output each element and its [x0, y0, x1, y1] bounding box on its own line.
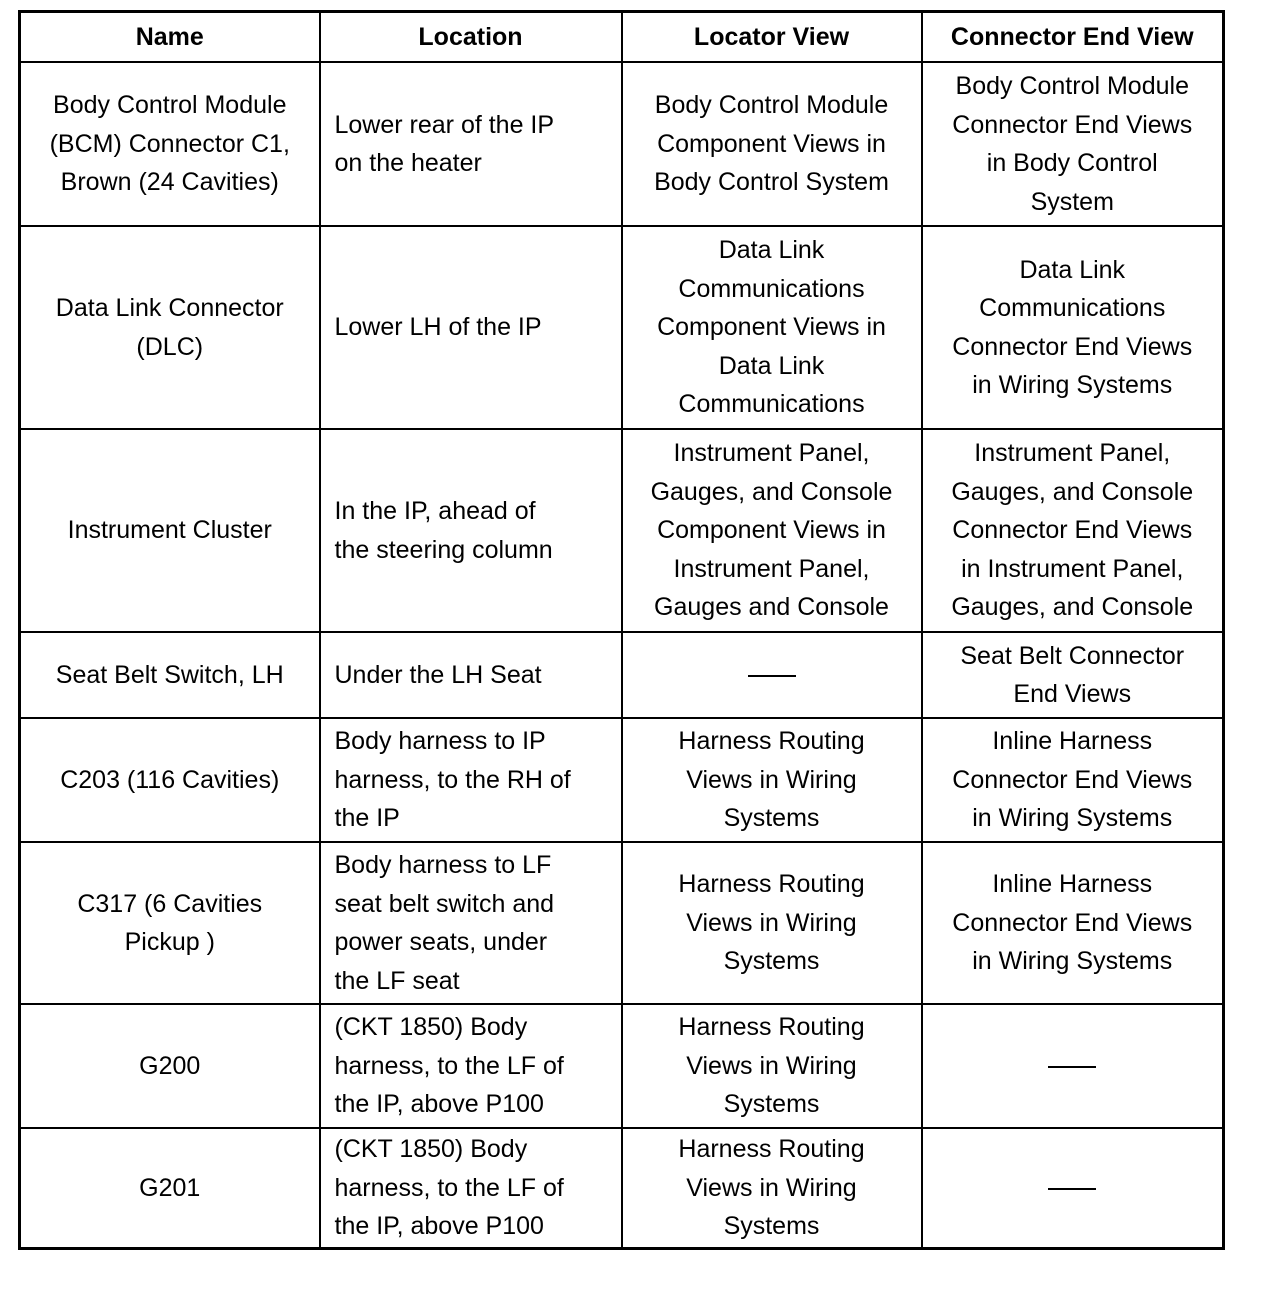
cell-text: Lower rear of the IP on the heater: [334, 110, 555, 177]
cell-text: C317 (6 Cavities Pickup ): [77, 889, 263, 956]
header-locator-view: Locator View: [622, 12, 922, 63]
cell-text: Data Link Communications Connector End Views in Wiring Systems: [952, 255, 1193, 399]
cell-name: [20, 1128, 320, 1249]
cell-text: Lower LH of the IP: [334, 313, 542, 342]
cell-text: Body Control Module (BCM) Connector C1, Brown (24 Cavities): [49, 91, 290, 197]
empty-dash: [1048, 1188, 1096, 1190]
cell-name: [20, 632, 320, 718]
cell-text: Body Control Module Connector End Views in Body Control System: [952, 72, 1193, 216]
empty-dash: [748, 675, 796, 677]
cell-locator-view: [622, 632, 922, 718]
component-locator-table: [18, 10, 1225, 1250]
cell-text: G201: [139, 1173, 201, 1202]
cell-location: [320, 62, 622, 226]
cell-locator-view: [622, 429, 922, 632]
cell-location: [320, 429, 622, 632]
cell-location: [320, 718, 622, 842]
table-container: [18, 10, 1222, 1250]
cell-connector-end-view: [922, 842, 1224, 1004]
cell-text: Inline Harness Connector End Views in Wiring Systems: [952, 870, 1193, 976]
cell-locator-view: [622, 226, 922, 429]
cell-text: Instrument Panel, Gauges, and Console Component Views in Instrument Panel, Gauges and Console: [650, 439, 893, 622]
cell-name: [20, 429, 320, 632]
cell-text: In the IP, ahead of the steering column: [334, 497, 553, 564]
cell-location: [320, 842, 622, 1004]
cell-text: Inline Harness Connector End Views in Wiring Systems: [952, 727, 1193, 833]
cell-text: Harness Routing Views in Wiring Systems: [678, 727, 865, 833]
cell-text: Instrument Cluster: [67, 516, 272, 545]
cell-text: C203 (116 Cavities): [60, 765, 280, 794]
cell-name: [20, 226, 320, 429]
table-row: [20, 1128, 1224, 1249]
cell-text: Body harness to LF seat belt switch and power seats, under the LF seat: [334, 851, 555, 995]
cell-location: [320, 1128, 622, 1249]
cell-name: [20, 842, 320, 1004]
cell-name: [20, 62, 320, 226]
cell-location: [320, 1004, 622, 1128]
cell-location: [320, 226, 622, 429]
cell-name: [20, 1004, 320, 1128]
empty-dash: [1048, 1066, 1096, 1068]
cell-text: Seat Belt Switch, LH: [55, 660, 284, 689]
table-row: [20, 1004, 1224, 1128]
cell-text: Body harness to IP harness, to the RH of the IP: [334, 727, 571, 833]
table-row: [20, 226, 1224, 429]
cell-text: G200: [139, 1051, 201, 1080]
cell-text: Harness Routing Views in Wiring Systems: [678, 870, 865, 976]
cell-connector-end-view: [922, 226, 1224, 429]
cell-text: Seat Belt Connector End Views: [960, 641, 1185, 708]
cell-locator-view: [622, 1128, 922, 1249]
cell-connector-end-view: [922, 1128, 1224, 1249]
table-row: [20, 718, 1224, 842]
table-row: [20, 632, 1224, 718]
cell-location: [320, 632, 622, 718]
cell-connector-end-view: [922, 632, 1224, 718]
cell-connector-end-view: [922, 62, 1224, 226]
cell-locator-view: [622, 1004, 922, 1128]
header-connector-end-view: Connector End View: [922, 12, 1224, 63]
cell-text: Data Link Connector (DLC): [55, 294, 284, 361]
cell-text: (CKT 1850) Body harness, to the LF of the IP, above P100: [334, 1013, 564, 1119]
cell-locator-view: [622, 842, 922, 1004]
header-row: [20, 12, 1224, 63]
cell-name: [20, 718, 320, 842]
cell-text: Instrument Panel, Gauges, and Console Connector End Views in Instrument Panel, Gauges, and Console: [951, 439, 1194, 622]
cell-connector-end-view: [922, 718, 1224, 842]
cell-connector-end-view: [922, 429, 1224, 632]
table-row: [20, 842, 1224, 1004]
cell-locator-view: [622, 62, 922, 226]
cell-text: Harness Routing Views in Wiring Systems: [678, 1135, 865, 1241]
cell-text: Under the LH Seat: [334, 660, 542, 689]
cell-text: Data Link Communications Component Views in Data Link Communications: [657, 236, 886, 419]
header-name: Name: [20, 12, 320, 63]
cell-text: (CKT 1850) Body harness, to the LF of the IP, above P100: [334, 1135, 564, 1241]
cell-connector-end-view: [922, 1004, 1224, 1128]
cell-text: Body Control Module Component Views in Body Control System: [654, 91, 889, 197]
table-row: [20, 429, 1224, 632]
cell-locator-view: [622, 718, 922, 842]
cell-text: Harness Routing Views in Wiring Systems: [678, 1013, 865, 1119]
header-location: Location: [320, 12, 622, 63]
table-row: [20, 62, 1224, 226]
